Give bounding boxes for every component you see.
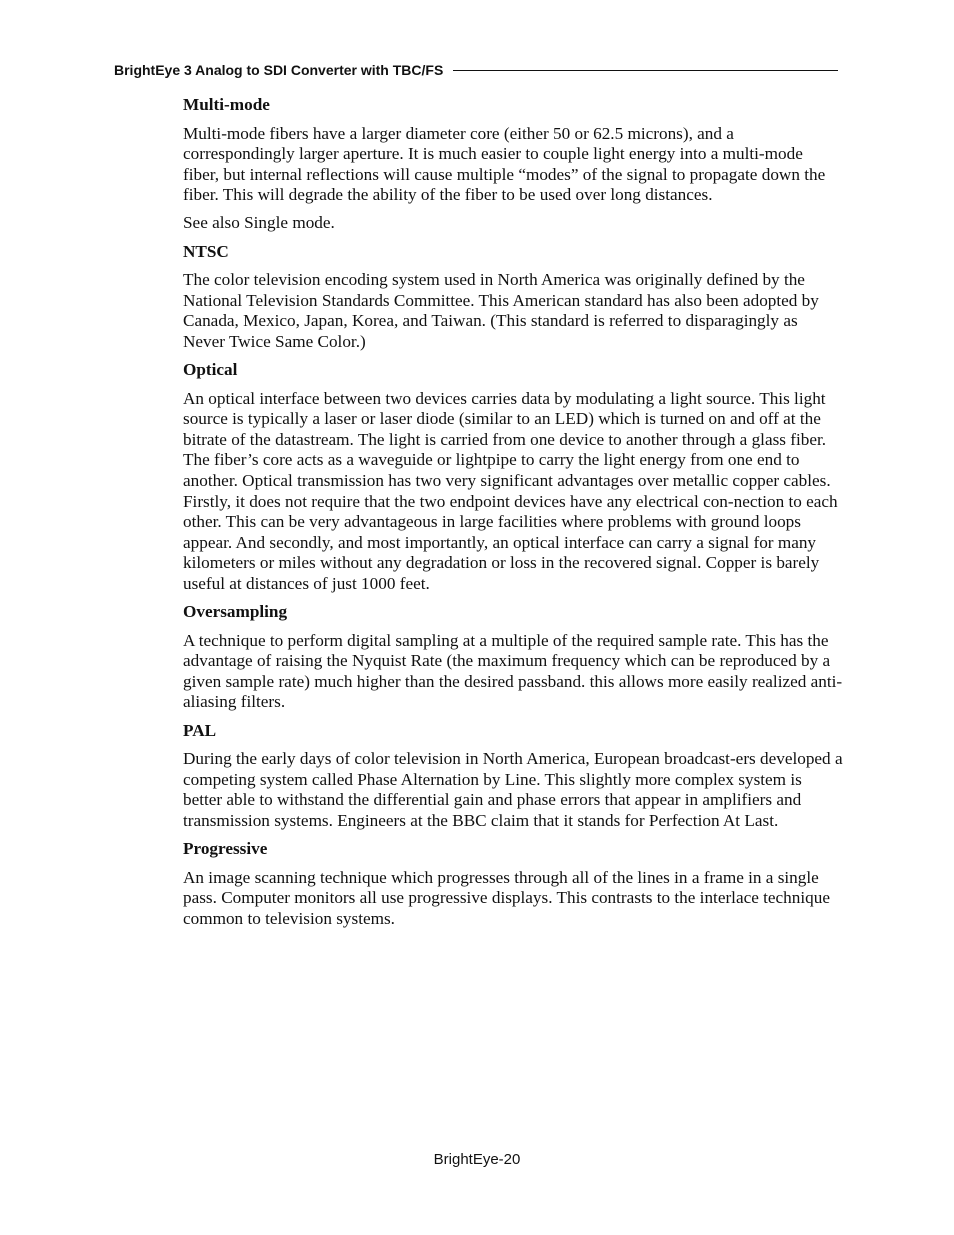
entry-term: NTSC bbox=[183, 241, 229, 261]
entry-term: Multi-mode bbox=[183, 95, 270, 114]
glossary-entry bbox=[183, 839, 843, 929]
document-title: BrightEye 3 Analog to SDI Converter with TBC/FS bbox=[114, 62, 444, 78]
glossary-entry bbox=[183, 602, 843, 713]
entry-term: Optical bbox=[183, 360, 238, 380]
entry-definition: A technique to perform digital sampling at a multiple of the required sample rate. This has the advantage of raising the Nyquist Rate (the maximum frequency which can be reproduced by a given sample rate) much higher than the desired passband. this allows more easily realized anti-aliasing filters. bbox=[183, 630, 843, 712]
entry-see-also: See also Single mode. bbox=[183, 213, 335, 233]
entry-term: PAL bbox=[183, 720, 217, 740]
glossary-entry bbox=[183, 95, 843, 234]
running-header bbox=[114, 62, 838, 78]
glossary-entry bbox=[183, 360, 843, 595]
entry-definition: Multi-mode fibers have a larger diameter core (either 50 or 62.5 microns), and a correspondingly larger aperture. It is much easier to couple light energy into a multi-mode fiber, but internal reflections will cause multiple “modes” of the signal to propagate down the fiber. This will degrade the ability of the fiber to be used over long distances. bbox=[183, 123, 826, 205]
entry-definition: The color television encoding system used in North America was originally defined by the National Television Standards Committee. This American standard has also been adopted by Canada, Mexico, Japan, Korea, and Taiwan. (This standard is referred to disparagingly as Never Twice Same Color.) bbox=[183, 270, 819, 351]
glossary-entry bbox=[183, 721, 843, 832]
entry-definition: During the early days of color television in North America, European broadcast-ers developed a competing system called Phase Alternation by Line. This slightly more complex system is better able to withstand the differential gain and phase errors that appear in amplifiers and transmission systems. Engineers at the BBC claim that it stands for Perfection At Last. bbox=[183, 749, 843, 830]
header-rule bbox=[453, 70, 838, 71]
entry-definition: An optical interface between two devices carries data by modulating a light source. This light source is typically a laser or laser diode (similar to an LED) which is turned on and off at the bitrate of the datastream. The light is carried from one device to another through a glass fiber. The fiber’s core acts as a waveguide or lightpipe to carry the light energy from one end to another. Optical transmission has two very significant advantages over metallic copper cables. Firstly, it does not require that the two endpoint devices have any electrical con-nection to each other. This can be very advantageous in large facilities where problems with ground loops appear. And secondly, and most importantly, an optical interface can carry a signal for many kilometers or miles without any degradation or loss in the recovered signal. Copper is barely useful at distances of just 1000 feet. bbox=[183, 388, 838, 593]
entry-term: Oversampling bbox=[183, 602, 288, 622]
entry-term: Progressive bbox=[183, 839, 268, 858]
page-number: BrightEye-20 bbox=[433, 1151, 521, 1168]
glossary-entry bbox=[183, 242, 843, 353]
entry-definition: An image scanning technique which progresses through all of the lines in a frame in a single pass. Computer monitors all use progressive displays. This contrasts to the interlace technique common to television systems. bbox=[183, 867, 830, 928]
glossary-content bbox=[183, 95, 843, 937]
